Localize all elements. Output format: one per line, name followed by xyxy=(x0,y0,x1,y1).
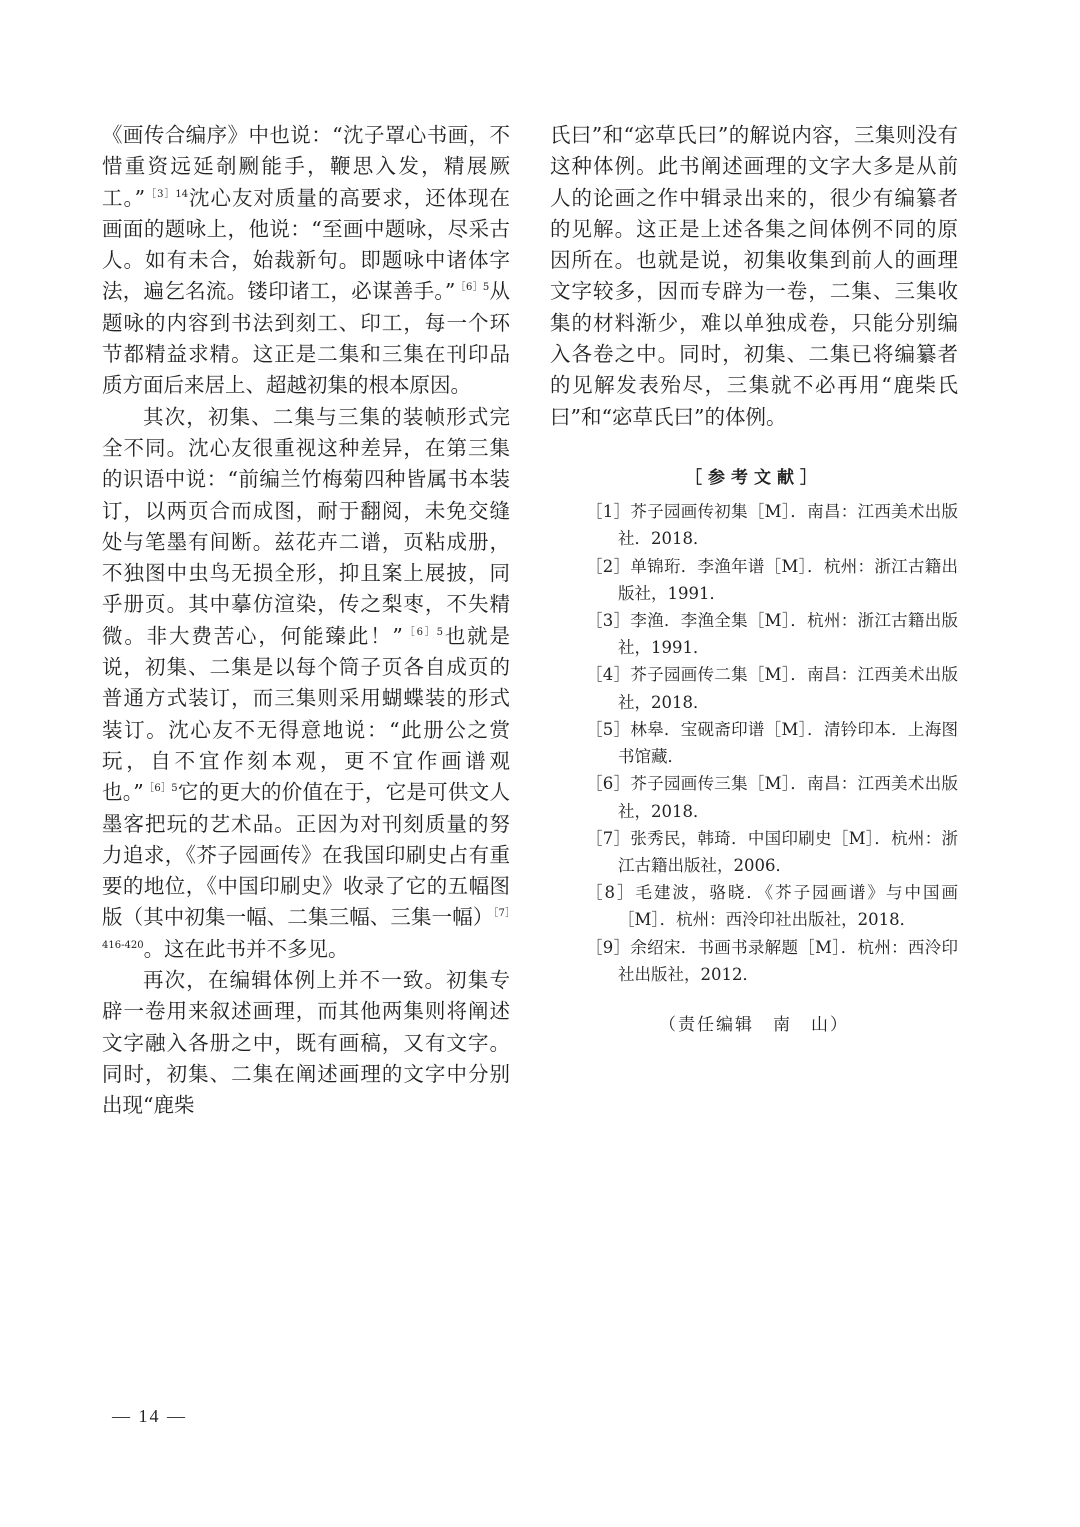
citation: ［3］14 xyxy=(145,188,189,200)
p1-text-a: 《画传合编序》中也说：“沈子罩心书画，不惜重资远延剞劂能手，鞭思入发，精展厥工。” xyxy=(102,123,510,210)
paragraph-3: 再次，在编辑体例上并不一致。初集专辟一卷用来叙述画理，而其他两集则将阐述文字融入各册之中，既有画稿，又有文字。同时，初集、二集在阐述画理的文字中分别出现“鹿柴 xyxy=(102,968,510,1118)
page-number: — 14 — xyxy=(112,1406,187,1426)
p2-text-b: 也就是说，初集、二集是以每个筒子页各自成页的普通方式装订，而三集则采用蝴蝶装的形式装订。沈心友不无得意地说：“此册公之赏玩，自不宜作刻本观，更不宜作画谱观也。” xyxy=(102,623,511,805)
citation: ［6］5 xyxy=(455,282,490,294)
paragraph-1 xyxy=(102,120,510,402)
reference-item: ［3］李渔．李渔全集［M］．杭州：浙江古籍出版社，1991． xyxy=(586,611,958,658)
paragraph-2 xyxy=(102,402,510,965)
reference-item: ［7］张秀民，韩琦．中国印刷史［M］．杭州：浙江古籍出版社，2006． xyxy=(586,828,958,875)
p1-text-b: 沈心友对质量的高要求，还体现在画面的题咏上，他说：“至画中题咏，尽采古人。如有未合，始裁新句。即题咏中诸体字法，遍乞名流。镂印诸工，必谋善手。” xyxy=(102,185,511,304)
reference-item: ［1］芥子园画传初集［M］．南昌：江西美术出版社．2018． xyxy=(586,502,958,549)
left-column xyxy=(102,120,510,1122)
citation: ［7］416-420 xyxy=(102,908,510,951)
references-list xyxy=(550,498,958,988)
reference-item: ［2］单锦珩．李渔年谱［M］．杭州：浙江古籍出版社，1991． xyxy=(586,556,958,603)
references-title: ［参考文献］ xyxy=(685,467,823,488)
reference-item: ［4］芥子园画传二集［M］．南昌：江西美术出版社，2018． xyxy=(586,665,958,712)
p2-text-c: 它的更大的价值在于，它是可供文人墨客把玩的艺术品。正因为对刊刻质量的努力追求，《芥子园画传》在我国印刷史占有重要的地位，《中国印刷史》收录了它的五幅图版（其中初集一幅、二集三幅、三集一幅） xyxy=(102,780,510,930)
citation: ［6］5 xyxy=(143,783,178,795)
paragraph-4: 氏曰”和“宓草氏曰”的解说内容，三集则没有这种体例。此书阐述画理的文字大多是从前人的论画之作中辑录出来的，很少有编纂者的见解。这正是上述各集之间体例不同的原因所在。也就是说，初集收集到前人的画理文字较多，因而专辟为一卷，二集、三集收集的材料渐少，难以单独成卷，只能分别编入各卷之中。同时，初集、二集已将编纂者的见解发表殆尽，三集就不必再用“鹿柴氏曰”和“宓草氏曰”的体例。 xyxy=(550,123,958,429)
p1-text-c: 从题咏的内容到书法到刻工、印工，每一个环节都精益求精。这正是二集和三集在刊印品质方面后来居上、超越初集的根本原因。 xyxy=(102,279,510,398)
p2-text-d: 。这在此书并不多见。 xyxy=(143,936,349,961)
p2-text-a: 其次，初集、二集与三集的装帧形式完全不同。沈心友很重视这种差异，在第三集的识语中说：“前编兰竹梅菊四种皆属书本装订，以两页合而成图，耐于翻阅，未免交缝处与笔墨有间断。兹花卉二谱，页粘成册，不独图中虫鸟无损全形，抑且案上展披，同乎册页。其中摹仿渲染，传之梨枣，不失精微。非大费苦心，何能臻此！” xyxy=(102,404,510,648)
reference-item: ［5］林皋．宝砚斋印谱［M］．清钤印本．上海图书馆藏． xyxy=(586,719,958,767)
editor-credit: （责任编辑 南 山） xyxy=(659,1014,849,1035)
reference-item: ［6］芥子园画传三集［M］．南昌：江西美术出版社，2018． xyxy=(586,774,958,821)
reference-item: ［9］余绍宋．书画书录解题［M］．杭州：西泠印社出版社，2012． xyxy=(586,937,958,984)
reference-item: ［8］毛建波，骆晓．《芥子园画谱》与中国画［M］．杭州：西泠印社出版社，2018． xyxy=(586,883,958,930)
right-column xyxy=(550,120,958,1041)
citation: ［6］5 xyxy=(402,626,443,638)
